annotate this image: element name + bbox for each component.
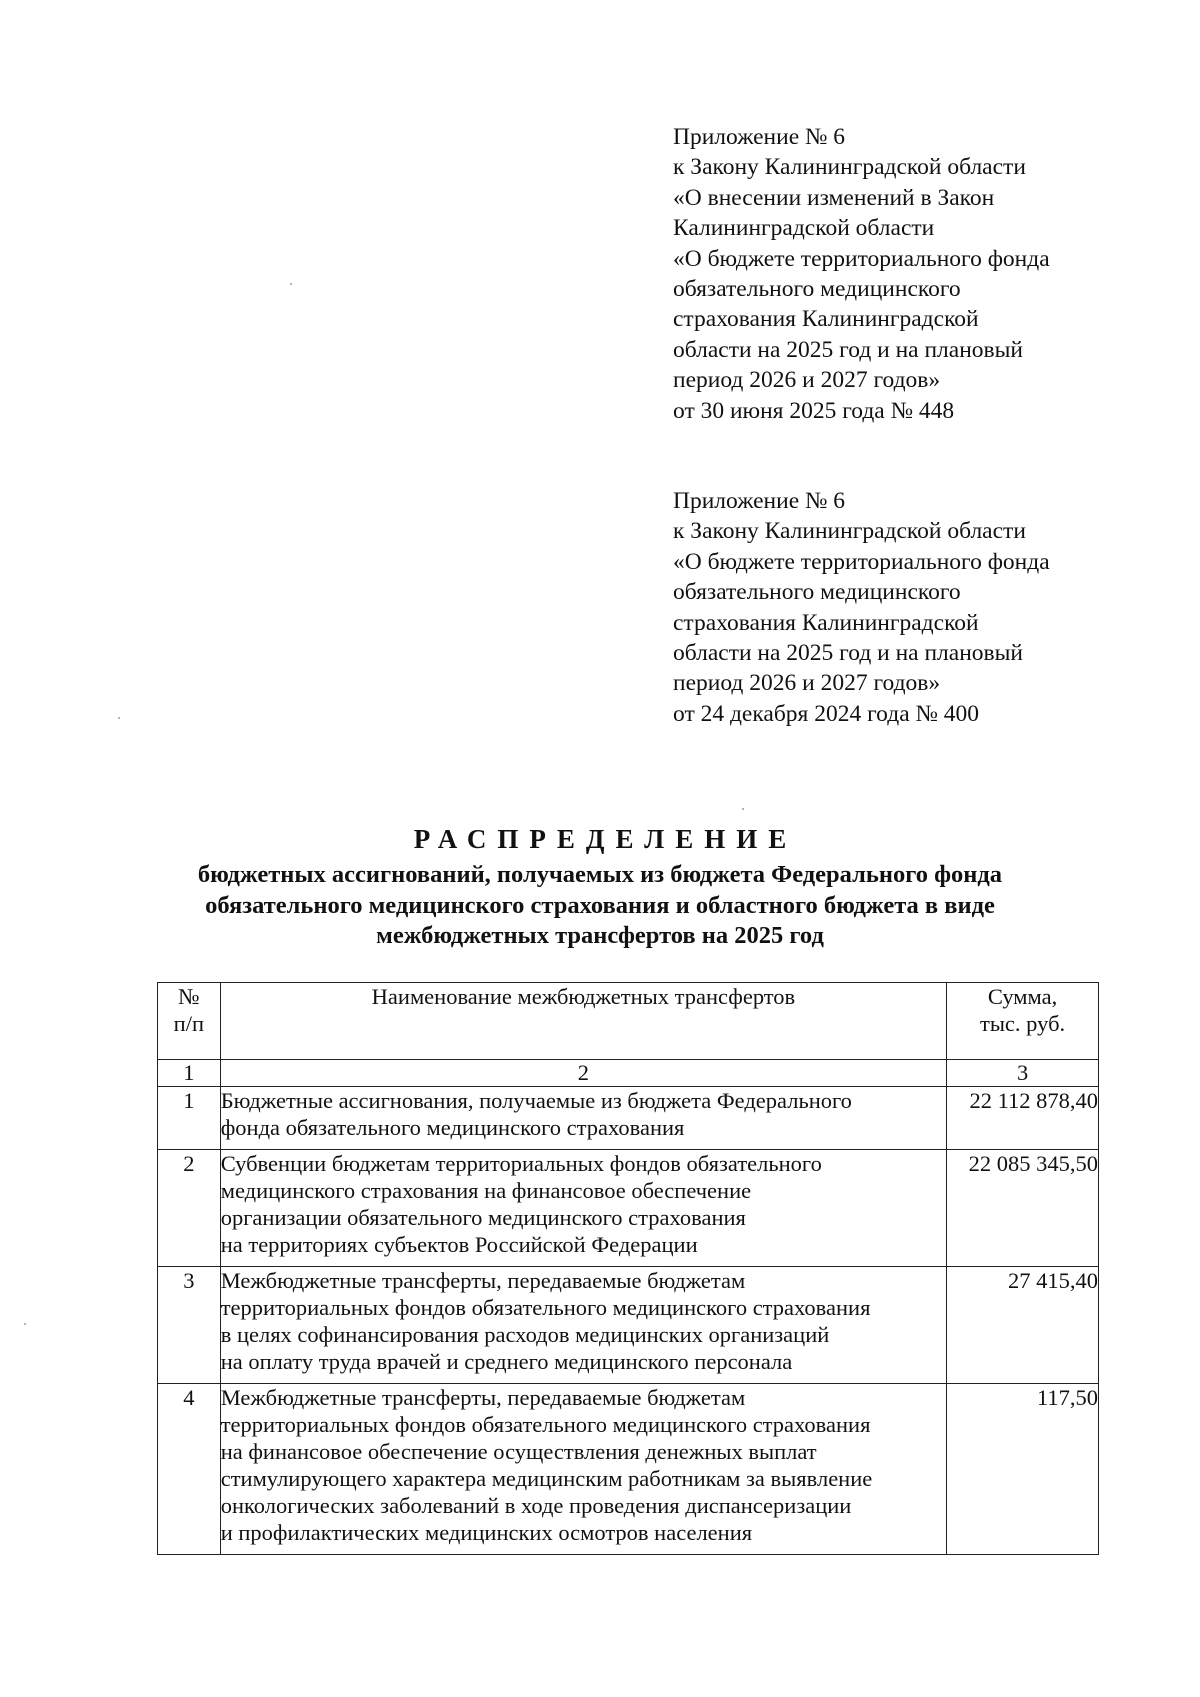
- row-name-line: Бюджетные ассигнования, получаемые из бюджета Федерального: [220, 1088, 852, 1113]
- title-subtitle: [150, 860, 1050, 952]
- document-title: [150, 822, 1050, 952]
- appendix-line: страхования Калининградской: [673, 306, 979, 333]
- column-index: 2: [220, 1060, 946, 1087]
- row-sum: 22 085 345,50: [947, 1150, 1099, 1267]
- row-sum: 22 112 878,40: [947, 1087, 1099, 1150]
- row-name-line: онкологических заболеваний в ходе проведения диспансеризации: [220, 1493, 852, 1518]
- row-name: [220, 1384, 946, 1555]
- appendix-line: к Закону Калининградской области: [673, 154, 1026, 181]
- scan-speck: [290, 283, 292, 285]
- header-sum-line: тыс. руб.: [979, 1011, 1066, 1036]
- row-number: 4: [158, 1384, 221, 1555]
- row-number: 2: [158, 1150, 221, 1267]
- table-row: [158, 1267, 1099, 1384]
- column-index-row: [158, 1060, 1099, 1087]
- header-number: [158, 983, 221, 1060]
- row-name-line: Межбюджетные трансферты, передаваемые бюджетам: [220, 1385, 746, 1410]
- title-heading: РАСПРЕДЕЛЕНИЕ: [413, 824, 798, 854]
- title-line: межбюджетных трансфертов на 2025 год: [376, 922, 824, 949]
- header-sum-line: Сумма,: [987, 984, 1058, 1009]
- column-index: 1: [158, 1060, 221, 1087]
- row-name-line: стимулирующего характера медицинским работникам за выявление: [220, 1466, 873, 1491]
- row-sum: 27 415,40: [947, 1267, 1099, 1384]
- row-name-line: территориальных фондов обязательного медицинского страхования: [220, 1412, 871, 1437]
- row-name-line: на финансовое обеспечение осуществления денежных выплат: [220, 1439, 817, 1464]
- row-name-line: фонда обязательного медицинского страхования: [220, 1115, 685, 1140]
- header-name: Наименование межбюджетных трансфертов: [220, 983, 946, 1060]
- row-name: [220, 1150, 946, 1267]
- table-row: [158, 1087, 1099, 1150]
- header-sum: [947, 983, 1099, 1060]
- appendix-line: области на 2025 год и на плановый: [673, 640, 1023, 667]
- row-name-line: и профилактических медицинских осмотров населения: [220, 1520, 753, 1545]
- column-index: 3: [947, 1060, 1099, 1087]
- appendix-line: «О бюджете территориального фонда: [673, 245, 1050, 272]
- row-name-line: на территориях субъектов Российской Федерации: [220, 1232, 698, 1257]
- appendix-line: обязательного медицинского: [673, 579, 961, 606]
- scan-speck: [24, 1323, 26, 1325]
- row-sum: 117,50: [947, 1384, 1099, 1555]
- appendix-current-note: [673, 122, 1153, 426]
- row-name: [220, 1087, 946, 1150]
- header-number-line: п/п: [173, 1011, 205, 1036]
- appendix-line: «О бюджете территориального фонда: [673, 548, 1050, 575]
- appendix-line: обязательного медицинского: [673, 276, 961, 303]
- appendix-line: к Закону Калининградской области: [673, 518, 1026, 545]
- appendix-line: от 24 декабря 2024 года № 400: [673, 700, 980, 727]
- title-line: бюджетных ассигнований, получаемых из бюджета Федерального фонда: [197, 861, 1003, 888]
- row-name-line: организации обязательного медицинского страхования: [220, 1205, 746, 1230]
- row-number: 3: [158, 1267, 221, 1384]
- appendix-line: от 30 июня 2025 года № 448: [673, 397, 955, 424]
- row-name-line: Межбюджетные трансферты, передаваемые бюджетам: [220, 1268, 746, 1293]
- appendix-original-note: [673, 486, 1153, 729]
- row-name-line: территориальных фондов обязательного медицинского страхования: [220, 1295, 871, 1320]
- appendix-line: Приложение № 6: [673, 488, 846, 514]
- appendix-line: период 2026 и 2027 годов»: [673, 367, 941, 394]
- appendix-line: период 2026 и 2027 годов»: [673, 670, 941, 697]
- transfers-table: [157, 982, 1099, 1555]
- row-name-line: Субвенции бюджетам территориальных фондов обязательного: [220, 1151, 822, 1176]
- appendix-line: Калининградской области: [673, 215, 935, 242]
- appendix-line: «О внесении изменений в Закон: [673, 184, 995, 211]
- appendix-line: страхования Калининградской: [673, 609, 979, 636]
- table-row: [158, 1384, 1099, 1555]
- row-name-line: в целях софинансирования расходов медицинских организаций: [220, 1322, 830, 1347]
- scan-speck: [742, 808, 744, 810]
- appendix-line: Приложение № 6: [673, 124, 846, 150]
- table-header-row: [158, 983, 1099, 1060]
- scan-speck: [118, 717, 120, 719]
- row-name-line: медицинского страхования на финансовое обеспечение: [220, 1178, 752, 1203]
- row-number: 1: [158, 1087, 221, 1150]
- table-row: [158, 1150, 1099, 1267]
- appendix-line: области на 2025 год и на плановый: [673, 336, 1023, 363]
- row-name-line: на оплату труда врачей и среднего медицинского персонала: [220, 1349, 793, 1374]
- title-line: обязательного медицинского страхования и областного бюджета в виде: [205, 891, 995, 919]
- row-name: [220, 1267, 946, 1384]
- header-number-line: №: [178, 984, 200, 1009]
